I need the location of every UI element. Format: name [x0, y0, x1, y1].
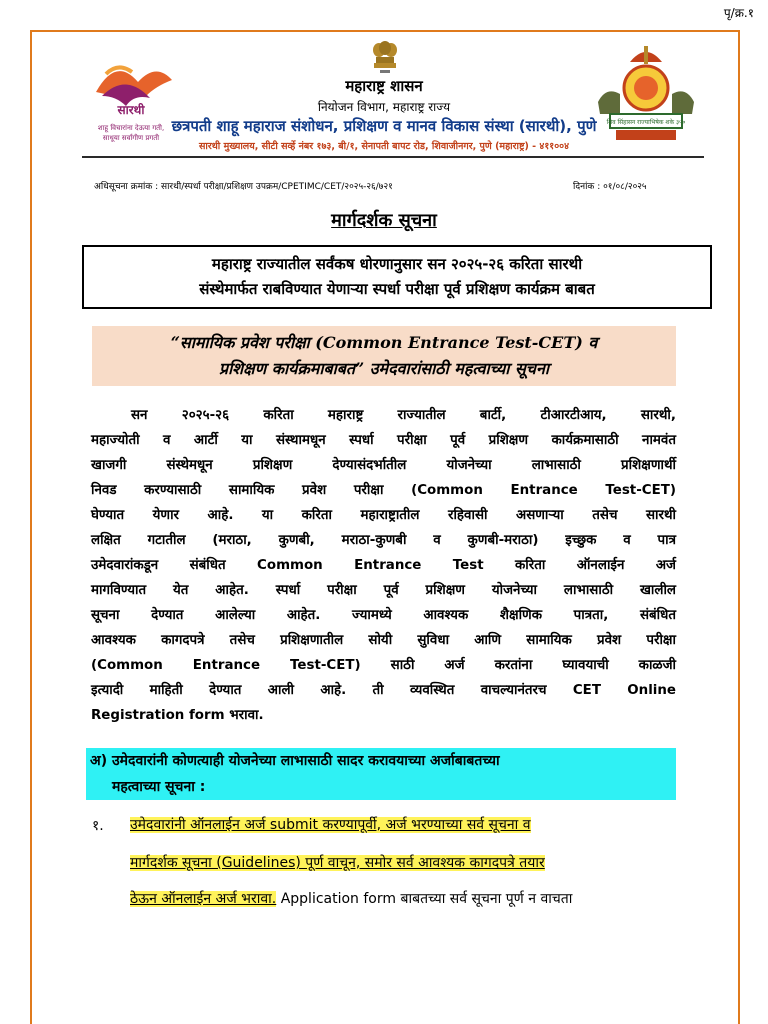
section-a-heading: [86, 748, 676, 800]
notification-number: अधिसूचना क्रमांक : सारथी/स्पर्धा परीक्षा/प्रशिक्षण उपक्रम/CPETIMC/CET/२०२५-२६/७२१: [94, 182, 393, 192]
paragraph-line: आवश्यक कागदपत्रे तसेच प्रशिक्षणातील सोयी सुविधा आणि सामायिक प्रवेश परीक्षा: [91, 633, 676, 648]
seal-caption: शिव सिंहासन राज्याभिषेक शके ३५०: [606, 119, 686, 126]
item-1-line-2: [130, 852, 545, 874]
sarthi-logo-name: सारथी: [117, 103, 145, 117]
sarthi-logo-tagline-2: साधूया सर्वांगीण प्रगती: [102, 134, 160, 142]
paragraph-line: खाजगी संस्थेमधून प्रशिक्षण देण्यासंदर्भातील योजनेच्या लाभासाठी प्रशिक्षणार्थी: [91, 458, 676, 473]
highlighted-text: ठेऊन ऑनलाईन अर्ज भरावा.: [130, 891, 277, 907]
paragraph-line: सन २०२५-२६ करिता महाराष्ट्र राज्यातील बार्टी, टीआरटीआय, सारथी,: [131, 408, 676, 423]
paragraph-line: निवड करण्यासाठी सामायिक प्रवेश परीक्षा (Common Entrance Test-CET): [91, 483, 676, 498]
department-name: नियोजन विभाग, महाराष्ट्र राज्य: [317, 100, 451, 114]
paragraph-line: Registration form भरावा.: [91, 708, 264, 723]
section-a-line-1: अ) उमेदवारांनी कोणत्याही योजनेच्या लाभासाठी सादर करावयाच्या अर्जाबाबतच्या: [90, 753, 500, 769]
paragraph-line: (Common Entrance Test-CET) साठी अर्ज करतांना घ्यावयाची काळजी: [91, 658, 676, 673]
government-name: महाराष्ट्र शासन: [345, 77, 423, 95]
highlighted-text: मार्गदर्शक सूचना (Guidelines) पूर्ण वाचून, समोर सर्व आवश्यक कागदपत्रे तयार: [130, 855, 545, 871]
highlighted-text: उमेदवारांनी ऑनलाईन अर्ज submit करण्यापूर्वी, अर्ज भरण्याच्या सर्व सूचना व: [130, 817, 531, 833]
subject-box: [82, 245, 712, 309]
institution-name: छत्रपती शाहू महाराज संशोधन, प्रशिक्षण व मानव विकास संस्था (सारथी), पुणे: [171, 117, 597, 135]
item-1-line-3-rest: Application form बाबतच्या सर्व सूचना पूर्ण न वाचता: [276, 891, 573, 907]
paragraph-line: मागविण्यात येत आहेत. स्पर्धा परीक्षा पूर्व प्रशिक्षण योजनेच्या लाभासाठी खालील: [91, 583, 676, 598]
notification-date: दिनांक : ०१/०८/२०२५: [573, 182, 647, 192]
section-a-line-2: महत्वाच्या सूचना :: [112, 779, 206, 795]
document-title: मार्गदर्शक सूचना: [331, 210, 437, 231]
notice-banner: [92, 326, 676, 386]
header-divider: [82, 156, 704, 158]
paragraph-line: घेण्यात येणार आहे. या करिता महाराष्ट्रातील रहिवासी असणाऱ्या तसेच सारथी: [91, 508, 676, 523]
paragraph-line: इत्यादी माहिती देण्यात आली आहे. ती व्यवस्थित वाचल्यानंतरच CET Online: [91, 683, 676, 698]
paragraph-line: उमेदवारांकडून संबंधित Common Entrance Test करिता ऑनलाईन अर्ज: [91, 558, 676, 573]
paragraph-line: लक्षित गटातील (मराठा, कुणबी, मराठा-कुणबी व कुणबी-मराठा) इच्छुक व पात्र: [91, 533, 676, 548]
paragraph-line: महाज्योती व आर्टी या संस्थामधून स्पर्धा परीक्षा पूर्व प्रशिक्षण कार्यक्रमासाठी नामवंत: [91, 433, 676, 448]
page-number: पृ/क्र.१: [723, 6, 754, 20]
paragraph-line: सूचना देण्यात आलेल्या आहेत. ज्यामध्ये आवश्यक शैक्षणिक पात्रता, संबंधित: [91, 608, 676, 623]
notice-banner-line-1: “सामायिक प्रवेश परीक्षा (Common Entrance Test-CET) व: [170, 333, 598, 352]
item-1-line-3: [130, 888, 572, 910]
institution-address: सारथी मुख्यालय, सीटी सर्व्हे नंबर १७३, बी/१, सेनापती बापट रोड, शिवाजीनगर, पुणे (महाराष्ट्र) - ४११००४: [198, 141, 570, 152]
subject-line-1: महाराष्ट्र राज्यातील सर्वंकष धोरणानुसार सन २०२५-२६ करिता सारथी: [211, 255, 583, 273]
national-emblem-icon: [370, 40, 400, 80]
notice-banner-line-2: प्रशिक्षण कार्यक्रमाबाबत” उमेदवारांसाठी महत्वाच्या सूचना: [219, 359, 549, 378]
item-1-line-1: [130, 814, 531, 836]
subject-line-2: संस्थेमार्फत राबविण्यात येणाऱ्या स्पर्धा परीक्षा पूर्व प्रशिक्षण कार्यक्रम बाबत: [199, 280, 595, 298]
item-number: १.: [92, 818, 104, 834]
sarthi-logo-tagline-1: शाहू विचारांना देऊया गती,: [97, 124, 165, 132]
